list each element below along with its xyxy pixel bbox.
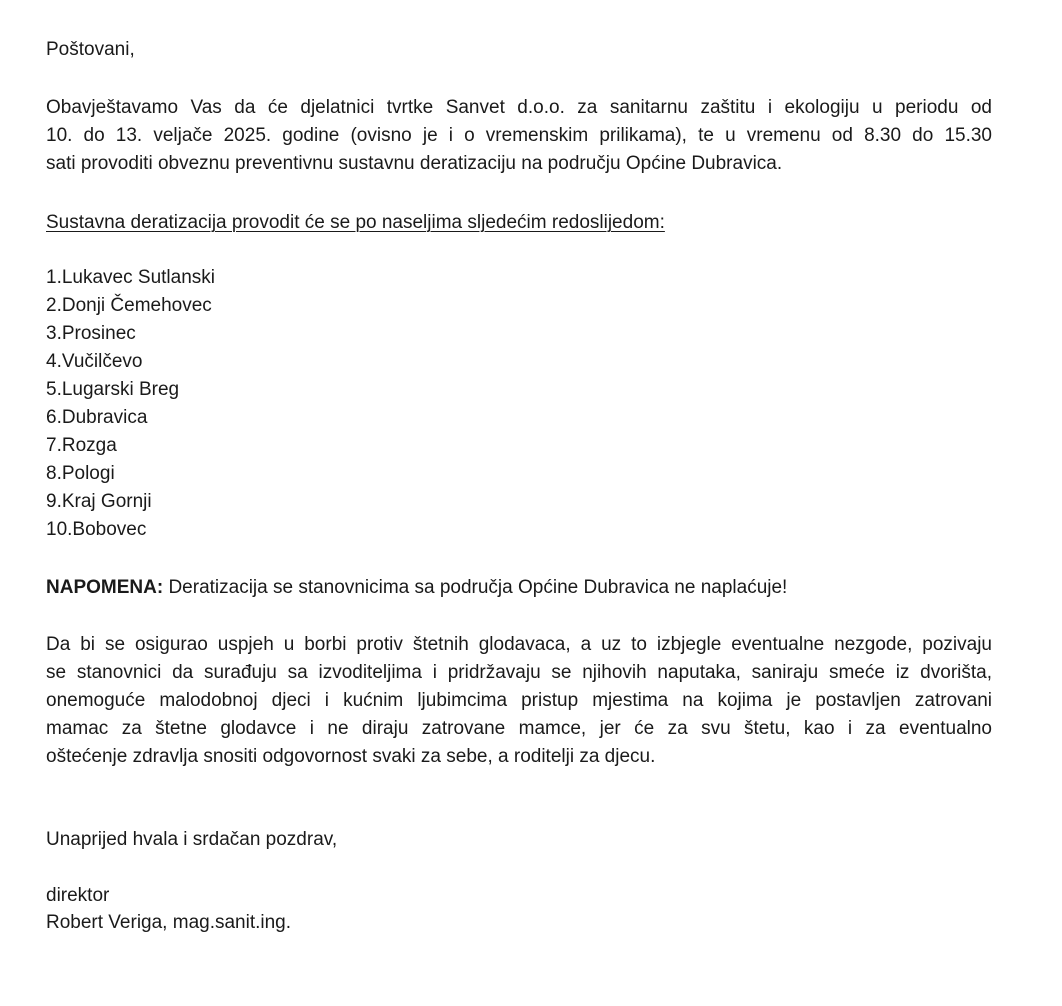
list-item: 7.Rozga: [46, 435, 117, 456]
note-label: NAPOMENA:: [46, 577, 164, 598]
list-item: 2.Donji Čemehovec: [46, 295, 212, 316]
intro-line-2: 10. do 13. veljače 2025. godine (ovisno je i o vremenskim prilikama), te u vremenu od 8.30 do 15.30: [46, 125, 992, 146]
list-item: 1.Lukavec Sutlanski: [46, 267, 215, 288]
body-line-5: oštećenje zdravlja snositi odgovornost svaki za sebe, a roditelji za djecu.: [46, 746, 656, 767]
note-text: Deratizacija se stanovnicima sa područja Općine Dubravica ne naplaćuje!: [163, 577, 788, 598]
body-line-1: Da bi se osigurao uspjeh u borbi protiv štetnih glodavaca, a uz to izbjegle eventualne nezgode, pozivaju: [46, 634, 992, 655]
list-item: 9.Kraj Gornji: [46, 491, 152, 512]
closing: Unaprijed hvala i srdačan pozdrav,: [46, 829, 338, 850]
signature-name: Robert Veriga, mag.sanit.ing.: [46, 912, 292, 933]
list-item: 5.Lugarski Breg: [46, 379, 180, 400]
list-item: 8.Pologi: [46, 463, 115, 484]
greeting: Poštovani,: [46, 39, 135, 60]
intro-line-1: Obavještavamo Vas da će djelatnici tvrtke Sanvet d.o.o. za sanitarnu zaštitu i ekologiju u periodu od: [46, 97, 992, 118]
list-item: 4.Vučilčevo: [46, 351, 143, 372]
list-item: 6.Dubravica: [46, 407, 148, 428]
schedule-heading: Sustavna deratizacija provodit će se po naseljima sljedećim redoslijedom:: [46, 212, 665, 233]
body-line-2: se stanovnici da surađuju sa izvoditeljima i pridržavaju se njihovih naputaka, saniraju smeće iz dvorišta,: [46, 662, 992, 683]
body-line-3: onemoguće malodobnoj djeci i kućnim ljubimcima pristup mjestima na kojima je postavljen zatrovani: [46, 690, 992, 711]
intro-line-3: sati provoditi obveznu preventivnu sustavnu deratizaciju na području Općine Dubravica.: [46, 153, 783, 174]
note: [46, 576, 787, 600]
list-item: 10.Bobovec: [46, 519, 147, 540]
list-item: 3.Prosinec: [46, 323, 136, 344]
body-line-4: mamac za štetne glodavce i ne diraju zatrovane mamce, jer će za svu štetu, kao i za eventualno: [46, 718, 992, 739]
signature-title: direktor: [46, 885, 110, 906]
